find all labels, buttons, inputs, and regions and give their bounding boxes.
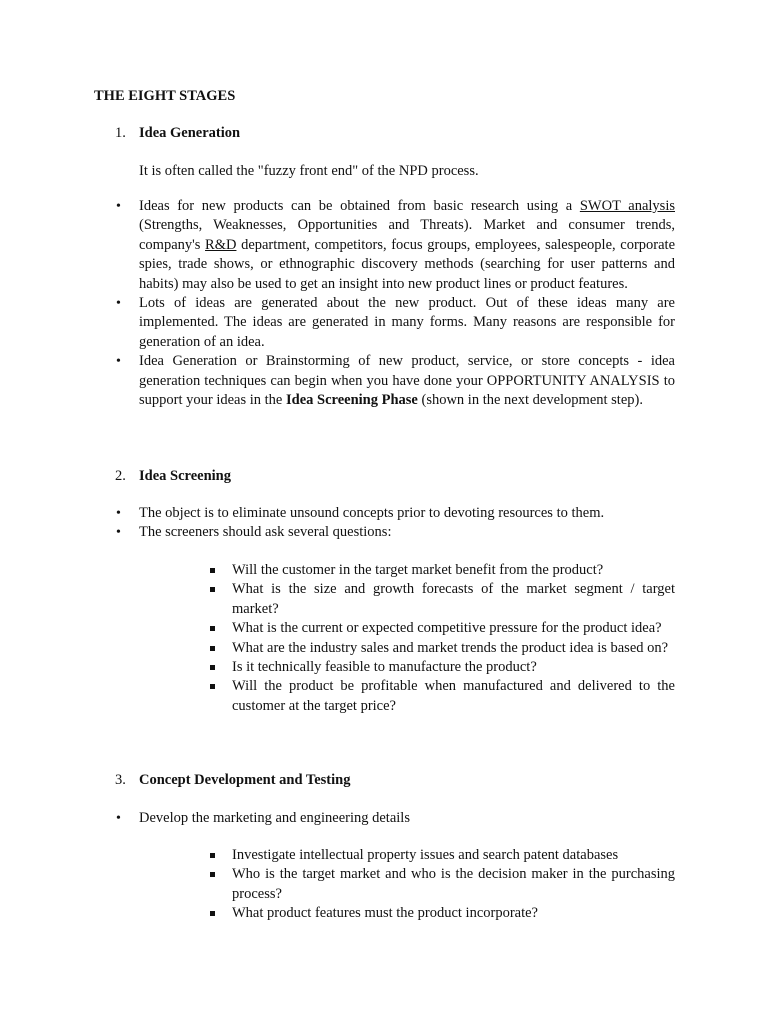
stage-1-intro: It is often called the "fuzzy front end" of the NPD process. xyxy=(139,163,479,179)
stage-1-heading xyxy=(115,124,240,143)
stage-2-heading xyxy=(115,467,231,486)
stage-3-detail-list xyxy=(0,846,675,924)
stage-2-question-list xyxy=(0,561,675,716)
stage-3-title: Concept Development and Testing xyxy=(139,772,351,788)
square-bullet-icon xyxy=(210,587,215,592)
square-bullet-icon xyxy=(210,646,215,651)
swot-analysis-link[interactable]: SWOT analysis xyxy=(579,198,675,214)
bullet-dot-icon: • xyxy=(116,199,121,214)
detail-item: Investigate intellectual property issues and search patent databases xyxy=(0,846,675,865)
stage-1-bullet-ideas: • Lots of ideas are generated about the new product. Out of these ideas many are implemented. The ideas are generated in many forms. Many reasons are responsible for generation of an idea. xyxy=(116,295,675,350)
stage-3-number: 3. xyxy=(115,772,126,788)
stage-2-bullet: • The screeners should ask several questions: xyxy=(0,523,675,542)
stage-2-title: Idea Screening xyxy=(139,468,231,484)
stage-1-bullet-brainstorming: • Idea Generation or Brainstorming of new product, service, or store concepts - idea generation techniques can begin when you have done your OPPORTUNITY ANALYSIS to support your ideas in the Idea Screening Phase (shown in the next development step). xyxy=(116,353,675,409)
stage-1-number: 1. xyxy=(115,125,126,141)
square-bullet-icon xyxy=(210,872,215,877)
square-bullet-icon xyxy=(210,568,215,573)
rnd-link[interactable]: R&D xyxy=(205,236,237,253)
bullet-dot-icon: • xyxy=(116,296,121,312)
detail-item: What product features must the product incorporate? xyxy=(0,904,675,923)
detail-item: Who is the target market and who is the decision maker in the purchasing process? xyxy=(0,865,675,904)
stage-2-number: 2. xyxy=(115,468,126,484)
stage-3-heading xyxy=(115,771,350,790)
question-item: Will the customer in the target market benefit from the product? xyxy=(0,561,675,580)
question-item: What are the industry sales and market trends the product idea is based on? xyxy=(0,639,675,658)
stage-1-bullet-list xyxy=(0,197,675,410)
square-bullet-icon xyxy=(210,853,215,858)
document-title: THE EIGHT STAGES xyxy=(94,88,236,104)
bullet-dot-icon: • xyxy=(116,354,121,370)
stage-3-bullet: • Develop the marketing and engineering details xyxy=(0,809,675,828)
stage-2-bullet-list xyxy=(0,504,675,543)
square-bullet-icon xyxy=(210,626,215,631)
question-item: Is it technically feasible to manufacture the product? xyxy=(0,658,675,677)
stage-1-title: Idea Generation xyxy=(139,125,241,141)
bullet-dot-icon: • xyxy=(116,811,121,826)
question-item: Will the product be profitable when manufactured and delivered to the customer at the target price? xyxy=(0,677,675,716)
square-bullet-icon xyxy=(210,911,215,916)
stage-3-bullet-list xyxy=(0,809,675,828)
question-item: What is the current or expected competitive pressure for the product idea? xyxy=(0,619,675,638)
stage-1-bullet-swot: • Ideas for new products can be obtained from basic research using a SWOT analysis (Strengths, Weaknesses, Opportunities and Threats). Market and consumer trends, company's R&D department, competitors, focus groups, employees, salespeople, corporate spies, trade shows, or ethnographic discovery methods (searching for user patterns and habits) may also be used to get an insight into new product lines or product features. xyxy=(116,198,676,292)
bullet-dot-icon: • xyxy=(116,506,121,521)
bullet-dot-icon: • xyxy=(116,525,121,541)
question-item: What is the size and growth forecasts of the market segment / target market? xyxy=(0,580,675,619)
square-bullet-icon xyxy=(210,665,215,670)
stage-2-bullet: • The object is to eliminate unsound concepts prior to devoting resources to them. xyxy=(0,504,675,523)
square-bullet-icon xyxy=(210,684,215,689)
